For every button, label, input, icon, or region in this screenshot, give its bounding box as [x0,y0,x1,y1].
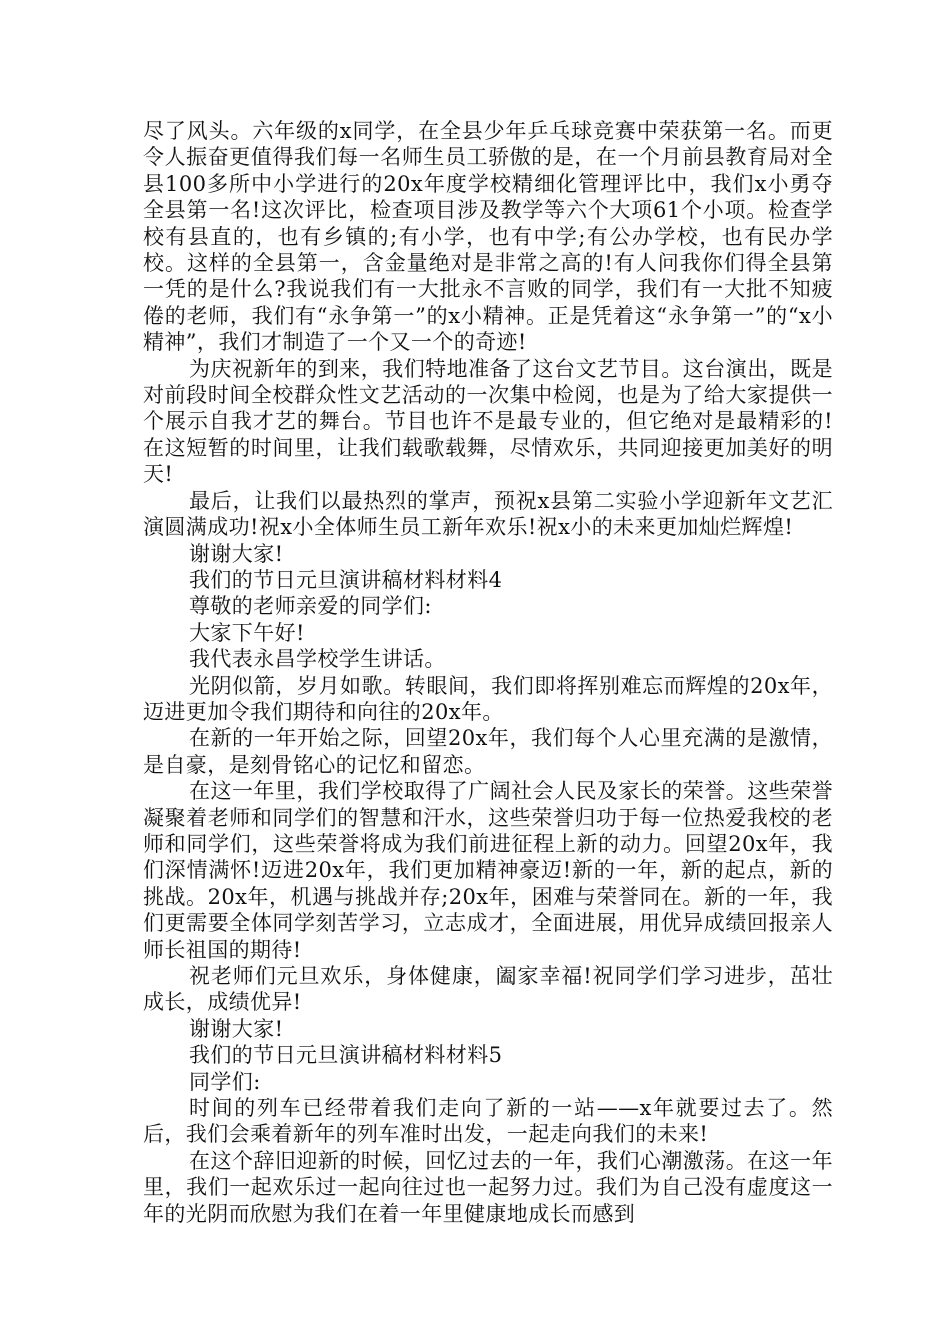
salutation-2: 同学们: [189,1069,261,1094]
paragraph-2: 为庆祝新年的到来，我们特地准备了这台文艺节目。这台演出，既是对前段时间全校群众性文艺活动的一次集中检阅，也是为了给大家提供一个展示自我才艺的舞台。节目也许不是最专业的，但它绝对是最精彩的!在这短暂的时间里，让我们载歌载舞，尽情欢乐，共同迎接更加美好的明天! [143,356,833,487]
paragraph-11: 在这一年里，我们学校取得了广阔社会人民及家长的荣誉。这些荣誉凝聚着老师和同学们的智慧和汗水，这些荣誉归功于每一位热爱我校的老师和同学们，这些荣誉将成为我们前进征程上新的动力。回望20x年，我们深情满怀!迈进20x年，我们更加精神豪迈!新的一年，新的起点，新的挑战。20x年，机遇与挑战并存;20x年，困难与荣誉同在。新的一年，我们更需要全体同学刻苦学习，立志成才，全面进展，用优异成绩回报亲人师长祖国的期待! [143,779,833,962]
salutation-1: 尊敬的老师亲爱的同学们: [189,594,432,619]
closing-line-1: 谢谢大家! [189,541,284,566]
paragraph-12: 祝老师们元旦欢乐，身体健康，阖家幸福!祝同学们学习进步，茁壮成长，成绩优异! [143,964,833,1015]
paragraph-9: 光阴似箭，岁月如歌。转眼间，我们即将挥别难忘而辉煌的20x年，迈进更加令我们期待和向往的20x年。 [143,673,833,724]
closing-line-2: 谢谢大家! [189,1016,284,1041]
paragraph-10: 在新的一年开始之际，回望20x年，我们每个人心里充满的是激情，是自豪，是刻骨铭心的记忆和留恋。 [143,726,833,777]
paragraph-1: 尽了风头。六年级的x同学，在全县少年乒乓球竞赛中荣获第一名。而更令人振奋更值得我们每一名师生员工骄傲的是，在一个月前县教育局对全县100多所中小学进行的20x年度学校精细化管理评比中，我们x小勇夺全县第一名!这次评比，检查项目涉及教学等六个大项61个小项。检查学校有县直的，也有乡镇的;有小学，也有中学;有公办学校，也有民办学校。这样的全县第一，含金量绝对是非常之高的!有人问我你们得全县第一凭的是什么?我说我们有一大批永不言败的同学，我们有一大批不知疲倦的老师，我们有“永争第一”的x小精神。正是凭着这“永争第一”的“x小精神”，我们才制造了一个又一个的奇迹! [143,119,833,355]
paragraph-3: 最后，让我们以最热烈的掌声，预祝x县第二实验小学迎新年文艺汇演圆满成功!祝x小全体师生员工新年欢乐!祝x小的未来更加灿烂辉煌! [143,488,833,540]
section-heading-5: 我们的节日元旦演讲稿材料材料5 [189,1043,503,1068]
intro-line: 我代表永昌学校学生讲话。 [189,647,446,672]
paragraph-17: 在这个辞旧迎新的时候，回忆过去的一年，我们心潮激荡。在这一年里，我们一起欢乐过一起向往过也一起努力过。我们为自己没有虚度这一年的光阴而欣慰为我们在着一年里健康地成长而感到 [143,1148,833,1226]
document-page [143,118,833,1227]
paragraph-16: 时间的列车已经带着我们走向了新的一站——x年就要过去了。然后，我们会乘着新年的列车准时出发，一起走向我们的未来! [143,1096,833,1147]
greeting-1: 大家下午好! [189,620,305,645]
section-heading-4: 我们的节日元旦演讲稿材料材料4 [189,567,503,592]
